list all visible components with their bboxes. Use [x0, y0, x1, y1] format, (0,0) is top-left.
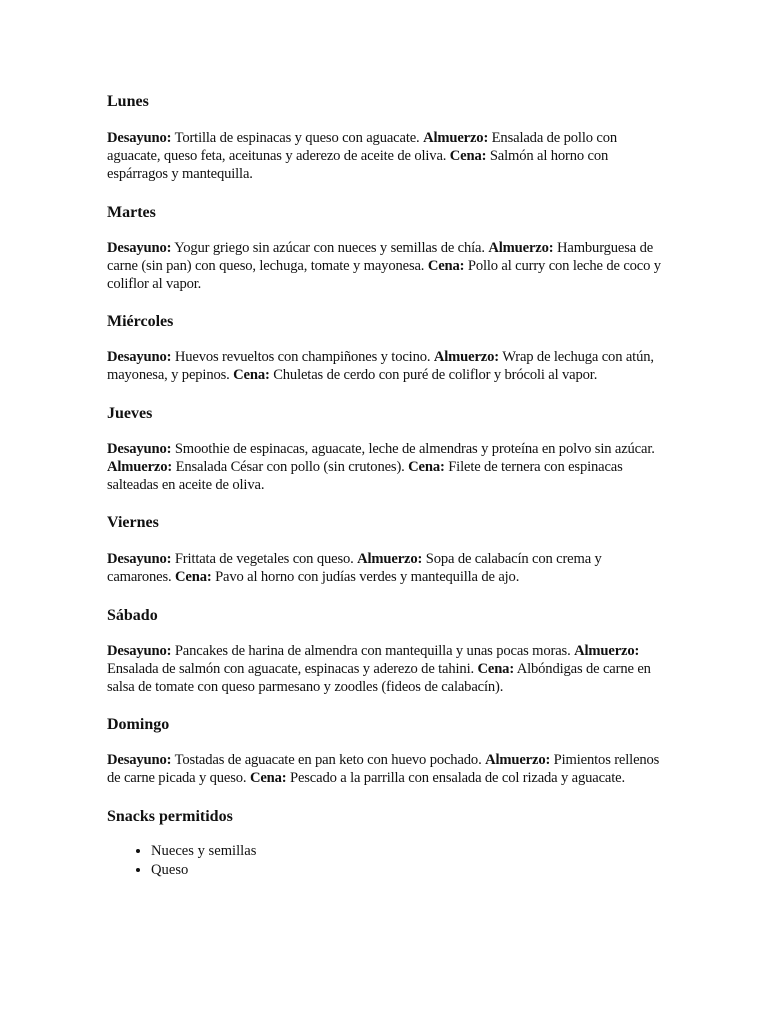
snacks-list — [107, 842, 667, 880]
desayuno-text: Tostadas de aguacate en pan keto con huevo pochado. — [171, 752, 486, 769]
almuerzo-text: Ensalada César con pollo (sin crutones). — [172, 458, 409, 475]
cena-label: Cena: — [427, 257, 465, 274]
desayuno-text: Tortilla de espinacas y queso con aguacate. — [171, 130, 424, 146]
desayuno-text: Frittata de vegetales con queso. — [171, 551, 358, 568]
desayuno-text: Huevos revueltos con champiñones y tocino. — [171, 349, 434, 366]
desayuno-label: Desayuno: — [107, 440, 172, 457]
desayuno-label: Desayuno: — [107, 130, 172, 146]
day-meals-miercoles — [107, 348, 667, 384]
day-meals-domingo — [107, 751, 667, 787]
day-heading-sabado: Sábado — [107, 606, 158, 624]
day-heading-jueves: Jueves — [107, 404, 153, 422]
cena-label: Cena: — [233, 367, 270, 384]
desayuno-text: Smoothie de espinacas, aguacate, leche de almendras y proteína en polvo sin azúcar. — [171, 440, 655, 457]
desayuno-text: Yogur griego sin azúcar con nueces y semillas de chía. — [171, 239, 489, 256]
almuerzo-label: Almuerzo: — [357, 551, 423, 568]
cena-text: Pavo al horno con judías verdes y mantequilla de ajo. — [211, 569, 520, 586]
desayuno-label: Desayuno: — [107, 349, 172, 366]
almuerzo-text: Ensalada de salmón con aguacate, espinacas y aderezo de tahini. — [107, 660, 478, 677]
cena-text: Pescado a la parrilla con ensalada de col rizada y aguacate. — [286, 770, 625, 787]
almuerzo-label: Almuerzo: — [107, 458, 173, 475]
almuerzo-label: Almuerzo: — [574, 642, 640, 659]
cena-text: Filete de ternera con espinacas salteadas en aceite de oliva. — [107, 458, 623, 494]
cena-text: Albóndigas de carne en salsa de tomate con queso parmesano y zoodles (fideos de calabacín). — [107, 660, 651, 696]
snacks-heading: Snacks permitidos — [107, 807, 233, 825]
almuerzo-text: Sopa de calabacín con crema y camarones. — [107, 551, 602, 586]
day-heading-viernes: Viernes — [107, 514, 159, 532]
cena-text: Pollo al curry con leche de coco y coliflor al vapor. — [107, 257, 661, 293]
day-heading-domingo: Domingo — [107, 716, 170, 734]
cena-label: Cena: — [408, 458, 445, 475]
almuerzo-label: Almuerzo: — [485, 752, 551, 769]
cena-label: Cena: — [175, 569, 212, 586]
day-meals-jueves — [107, 440, 667, 495]
list-item: • Queso — [151, 861, 667, 880]
cena-label: Cena: — [477, 660, 515, 677]
desayuno-label: Desayuno: — [107, 642, 172, 659]
day-meals-lunes — [107, 129, 667, 184]
almuerzo-label: Almuerzo: — [488, 239, 554, 256]
document-page — [107, 92, 667, 880]
list-item: • Nueces y semillas — [151, 842, 667, 861]
cena-label: Cena: — [449, 148, 487, 165]
almuerzo-text: Pimientos rellenos de carne picada y queso. — [107, 752, 660, 787]
desayuno-label: Desayuno: — [107, 239, 172, 256]
day-meals-viernes — [107, 550, 667, 586]
almuerzo-text: Wrap de lechuga con atún, mayonesa, y pepinos. — [107, 349, 654, 384]
cena-text: Salmón al horno con espárragos y mantequilla. — [107, 148, 609, 183]
day-heading-martes: Martes — [107, 203, 156, 221]
desayuno-label: Desayuno: — [107, 551, 172, 568]
almuerzo-label: Almuerzo: — [423, 130, 489, 146]
day-meals-sabado — [107, 642, 667, 697]
desayuno-label: Desayuno: — [107, 752, 172, 769]
cena-text: Chuletas de cerdo con puré de coliflor y brócoli al vapor. — [269, 367, 598, 384]
day-heading-miercoles: Miércoles — [107, 313, 174, 331]
day-heading-lunes: Lunes — [107, 93, 149, 110]
almuerzo-text: Ensalada de pollo con aguacate, queso feta, aceitunas y aderezo de aceite de oliva. — [107, 130, 617, 165]
day-meals-martes — [107, 239, 667, 294]
almuerzo-text: Hamburguesa de carne (sin pan) con queso, lechuga, tomate y mayonesa. — [107, 239, 654, 274]
desayuno-text: Pancakes de harina de almendra con mantequilla y unas pocas moras. — [171, 642, 575, 659]
almuerzo-label: Almuerzo: — [433, 349, 499, 366]
cena-label: Cena: — [249, 770, 287, 787]
